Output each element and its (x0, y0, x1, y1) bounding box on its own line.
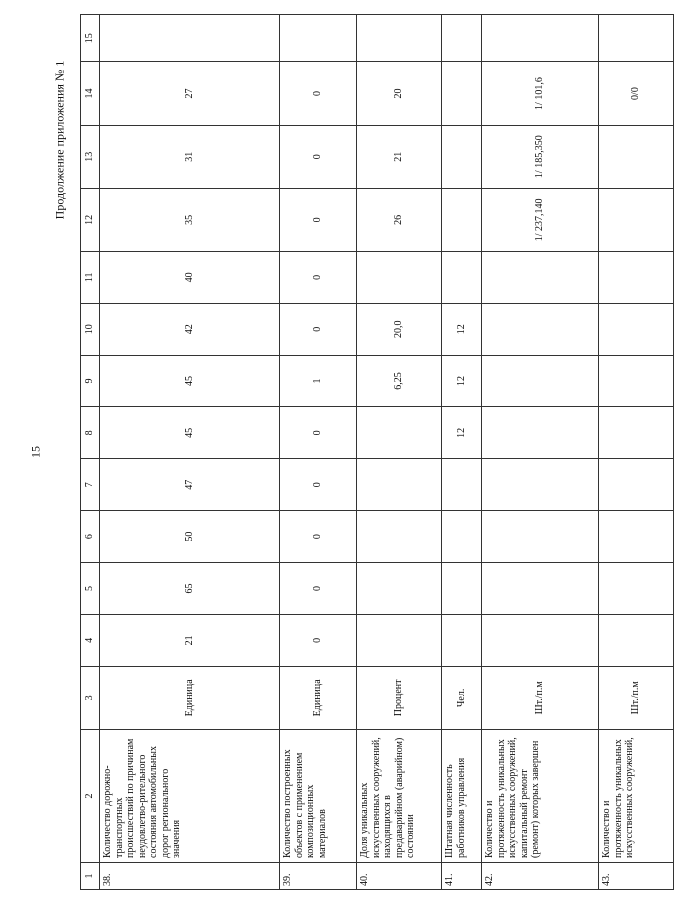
value-cell (599, 15, 674, 62)
column-header: 8 (81, 407, 100, 459)
continuation-label: Продолжение приложения № 1 (52, 60, 67, 220)
value-cell: 1/ 237,140 (482, 188, 599, 251)
unit-cell: Единица (100, 666, 280, 729)
value-cell (599, 614, 674, 666)
value-cell: 0 (280, 251, 357, 303)
value-cell (357, 15, 442, 62)
value-cell (442, 511, 482, 563)
value-cell (599, 355, 674, 407)
value-cell: 0 (280, 511, 357, 563)
value-cell (482, 15, 599, 62)
value-cell: 40 (100, 251, 280, 303)
column-header: 10 (81, 303, 100, 355)
value-cell (442, 62, 482, 125)
column-header: 14 (81, 62, 100, 125)
value-cell (357, 614, 442, 666)
value-cell: 45 (100, 407, 280, 459)
value-cell (280, 15, 357, 62)
value-cell: 1/ 101,6 (482, 62, 599, 125)
table-row (357, 15, 442, 890)
value-cell (599, 303, 674, 355)
indicator-table (80, 14, 674, 890)
column-header: 7 (81, 459, 100, 511)
row-number: 41. (442, 862, 482, 889)
table-row (100, 15, 280, 890)
value-cell (357, 563, 442, 615)
table-row (280, 15, 357, 890)
unit-cell: Шт./п.м (482, 666, 599, 729)
row-number: 39. (280, 862, 357, 889)
value-cell (599, 563, 674, 615)
row-number: 40. (357, 862, 442, 889)
table-row (599, 15, 674, 890)
value-cell: 35 (100, 188, 280, 251)
value-cell (482, 251, 599, 303)
rotated-table-content (80, 14, 642, 890)
column-header: 9 (81, 355, 100, 407)
value-cell: 20 (357, 62, 442, 125)
column-header: 13 (81, 125, 100, 188)
value-cell: 47 (100, 459, 280, 511)
value-cell: 6,25 (357, 355, 442, 407)
column-header: 1 (81, 862, 100, 889)
value-cell: 12 (442, 303, 482, 355)
column-header: 6 (81, 511, 100, 563)
value-cell: 0 (280, 459, 357, 511)
page-number: 15 (28, 446, 43, 458)
value-cell: 0 (280, 407, 357, 459)
value-cell (482, 511, 599, 563)
value-cell (482, 459, 599, 511)
value-cell: 45 (100, 355, 280, 407)
value-cell (599, 188, 674, 251)
value-cell: 20,0 (357, 303, 442, 355)
column-header: 4 (81, 614, 100, 666)
value-cell: 0/0 (599, 62, 674, 125)
unit-cell: Единица (280, 666, 357, 729)
rotated-table-frame (80, 14, 642, 890)
row-number: 43. (599, 862, 674, 889)
value-cell (442, 614, 482, 666)
value-cell (599, 459, 674, 511)
value-cell (357, 511, 442, 563)
value-cell: 0 (280, 62, 357, 125)
value-cell: 21 (357, 125, 442, 188)
value-cell (482, 355, 599, 407)
value-cell: 21 (100, 614, 280, 666)
value-cell: 1/ 185,350 (482, 125, 599, 188)
value-cell (442, 15, 482, 62)
column-header: 12 (81, 188, 100, 251)
unit-cell: Шт./п.м (599, 666, 674, 729)
value-cell: 0 (280, 614, 357, 666)
column-header: 2 (81, 729, 100, 862)
value-cell (357, 407, 442, 459)
value-cell: 1 (280, 355, 357, 407)
indicator-name: Штатная численность работников управления (442, 729, 482, 862)
row-number: 42. (482, 862, 599, 889)
value-cell: 42 (100, 303, 280, 355)
column-header: 11 (81, 251, 100, 303)
value-cell: 0 (280, 303, 357, 355)
unit-cell: Чел. (442, 666, 482, 729)
unit-cell: Процент (357, 666, 442, 729)
value-cell (599, 125, 674, 188)
value-cell (599, 407, 674, 459)
indicator-name: Количество и протяженность уникальных искусственных сооружений, (599, 729, 674, 862)
value-cell: 0 (280, 188, 357, 251)
value-cell: 26 (357, 188, 442, 251)
value-cell: 0 (280, 563, 357, 615)
value-cell: 12 (442, 355, 482, 407)
indicator-name: Количество построенных объектов с применением композиционных материалов (280, 729, 357, 862)
column-header: 15 (81, 15, 100, 62)
table-row (482, 15, 599, 890)
column-header-row (81, 15, 100, 890)
column-header: 5 (81, 563, 100, 615)
value-cell (100, 15, 280, 62)
value-cell: 0 (280, 125, 357, 188)
value-cell (442, 563, 482, 615)
column-header: 3 (81, 666, 100, 729)
value-cell (482, 563, 599, 615)
value-cell (482, 614, 599, 666)
value-cell (442, 188, 482, 251)
table-row (442, 15, 482, 890)
value-cell (357, 459, 442, 511)
value-cell: 65 (100, 563, 280, 615)
value-cell (599, 511, 674, 563)
value-cell (482, 407, 599, 459)
value-cell (599, 251, 674, 303)
value-cell (357, 251, 442, 303)
value-cell: 12 (442, 407, 482, 459)
value-cell (482, 303, 599, 355)
value-cell: 50 (100, 511, 280, 563)
row-number: 38. (100, 862, 280, 889)
value-cell (442, 251, 482, 303)
indicator-name: Количество дорожно-транспортных происшествий по причинам неудовлетво-рительного состояния автомобильных дорог регионального значения (100, 729, 280, 862)
value-cell (442, 459, 482, 511)
value-cell: 27 (100, 62, 280, 125)
value-cell: 31 (100, 125, 280, 188)
indicator-name: Доля уникальных искусственных сооружений, находящихся в предаварийном (аварийном) состоянии (357, 729, 442, 862)
indicator-name: Количество и протяженность уникальных искусственных сооружений, капитальный ремонт (ремонт) которых завершен (482, 729, 599, 862)
value-cell (442, 125, 482, 188)
